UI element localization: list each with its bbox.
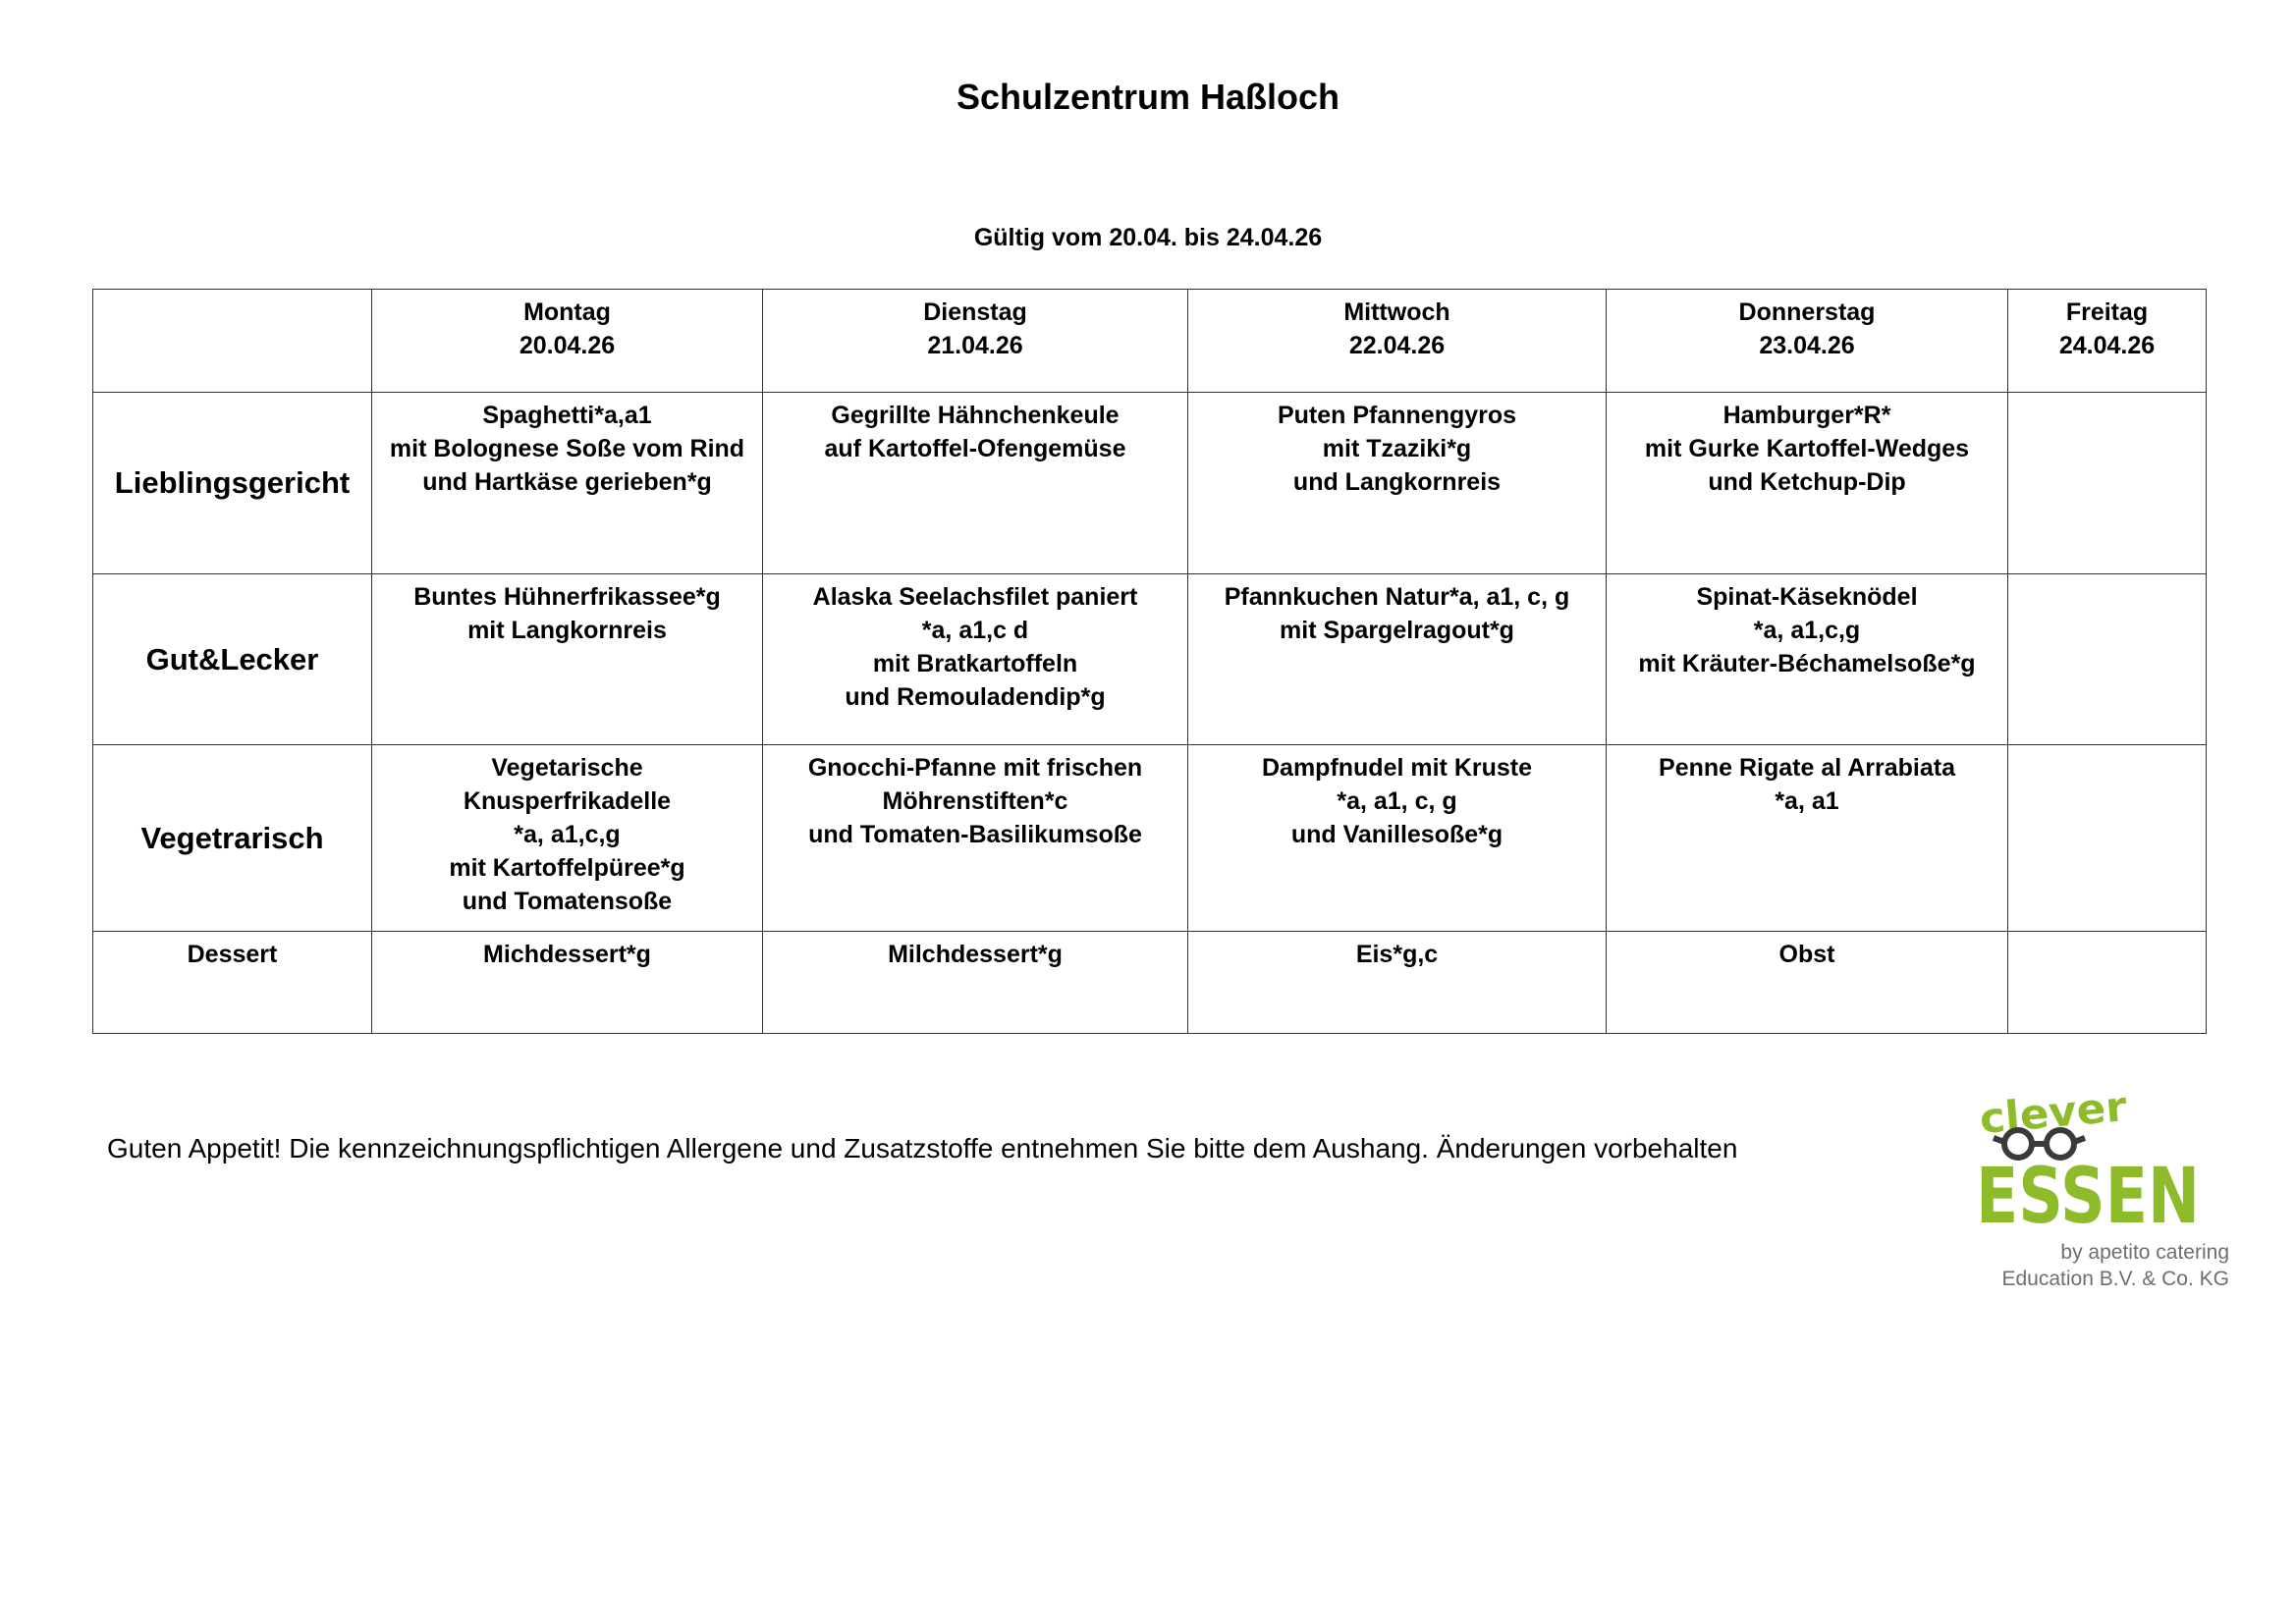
meal-cell: Buntes Hühnerfrikassee*g mit Langkornreis [372,574,763,745]
meal-cell: Eis*g,c [1188,932,1607,1034]
meal-cell: Spaghetti*a,a1 mit Bolognese Soße vom Rind und Hartkäse gerieben*g [372,393,763,574]
logo-subtitle-line: by apetito catering [2060,1241,2229,1264]
day-date: 20.04.26 [519,332,616,359]
meal-cell: Penne Rigate al Arrabiata *a, a1 [1607,745,2008,932]
meal-cell: Gegrillte Hähnchenkeule auf Kartoffel-Ofengemüse [763,393,1188,574]
day-name: Freitag [2065,298,2149,326]
day-name: Montag [523,298,611,326]
table-row [93,745,2207,932]
day-name: Dienstag [923,298,1027,326]
meal-cell: Pfannkuchen Natur*a, a1, c, g mit Spargelragout*g [1188,574,1607,745]
day-header-thursday [1607,290,2008,393]
meal-cell: Gnocchi-Pfanne mit frischen Möhrenstiften*c und Tomaten-Basilikumsoße [763,745,1188,932]
logo-subtitle-line: Education B.V. & Co. KG [2001,1268,2229,1290]
page-title: Schulzentrum Haßloch [956,77,1340,117]
meal-cell: Vegetarische Knusperfrikadelle *a, a1,c,g mit Kartoffelpüree*g und Tomatensoße [372,745,763,932]
meal-cell: Dampfnudel mit Kruste *a, a1, c, g und Vanillesoße*g [1188,745,1607,932]
meal-cell: Alaska Seelachsfilet paniert *a, a1,c d mit Bratkartoffeln und Remouladendip*g [763,574,1188,745]
meal-cell [2008,932,2207,1034]
validity-period: Gültig vom 20.04. bis 24.04.26 [973,224,1323,251]
meal-cell: Michdessert*g [372,932,763,1034]
day-date: 21.04.26 [927,332,1023,359]
logo-word-clever: clever [1977,1082,2123,1143]
meal-cell [2008,574,2207,745]
meal-cell: Spinat-Käseknödel *a, a1,c,g mit Kräuter-Béchamelsoße*g [1607,574,2008,745]
meal-cell: Obst [1607,932,2008,1034]
menu-table [92,289,2207,1034]
corner-cell [93,290,372,393]
day-name: Mittwoch [1343,298,1450,326]
row-label-dessert: Dessert [93,932,372,1034]
day-header-tuesday [763,290,1188,393]
table-row [93,932,2207,1034]
footer-note: Guten Appetit! Die kennzeichnungspflichtigen Allergene und Zusatzstoffe entnehmen Sie bitte dem Aushang. Änderungen vorbehalten [107,1133,1738,1163]
row-label-vegetarisch: Vegetrarisch [93,745,372,932]
day-date: 24.04.26 [2058,332,2156,359]
meal-cell: Puten Pfannengyros mit Tzaziki*g und Langkornreis [1188,393,1607,574]
day-header-monday [372,290,763,393]
table-row [93,393,2207,574]
day-name: Donnerstag [1738,298,1876,326]
meal-cell: Hamburger*R* mit Gurke Kartoffel-Wedges und Ketchup-Dip [1607,393,2008,574]
table-row [93,574,2207,745]
logo-subtitle [1944,1239,2229,1292]
row-label-lieblingsgericht: Lieblingsgericht [93,393,372,574]
row-label-gut-lecker: Gut&Lecker [93,574,372,745]
day-header-friday [2008,290,2207,393]
logo-word-essen: ESSEN [1976,1153,2200,1241]
day-header-wednesday [1188,290,1607,393]
day-date: 23.04.26 [1759,332,1855,359]
day-date: 22.04.26 [1348,332,1446,359]
meal-cell [2008,745,2207,932]
meal-cell [2008,393,2207,574]
meal-cell: Milchdessert*g [763,932,1188,1034]
table-header-row [93,290,2207,393]
